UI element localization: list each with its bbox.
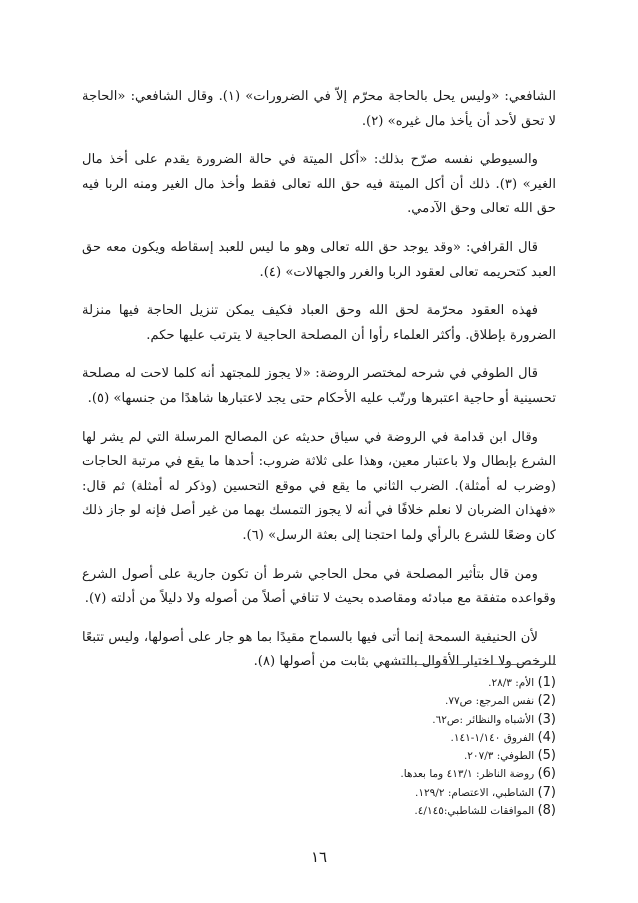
footnote-3 [256, 711, 556, 729]
body-text [82, 85, 556, 689]
footnote-number: (2) [537, 693, 556, 709]
paragraph-7: ومن قال بتأثير المصلحة في محل الحاجي شرط أن تكون جارية على أصول الشرع وقواعده متفقة مع مبادئه ومقاصده بحيث لا تنافي أصلاً من أصوله ولا دليلاً من أدلته (٧). [82, 566, 556, 607]
footnote-number: (3) [537, 711, 556, 727]
footnote-text: الشاطبي، الاعتصام: ١٢٩/٢. [415, 786, 535, 799]
footnote-text: الفروق ١/١٤٠-١٤١. [450, 731, 535, 744]
footnote-text: الأم: ٢٨/٣. [488, 677, 535, 689]
footnote-number: (1) [537, 675, 556, 690]
page-number: ١٦ [310, 848, 328, 866]
footnote-number: (6) [537, 766, 556, 782]
footnote-number: (5) [537, 748, 556, 764]
footnotes [256, 674, 556, 820]
footnote-number: (8) [537, 803, 556, 819]
footnote-number: (7) [537, 784, 556, 800]
footnote-separator [386, 664, 556, 665]
footnote-8 [256, 802, 556, 820]
paragraph-5: قال الطوفي في شرحه لمختصر الروضة: «لا يجوز للمجتهد أنه كلما لاحت له مصلحة تحسينية أو حاجية اعتبرها ورتّب عليه الأحكام حتى يجد لاعتبارها شاهدًا من جنسها» (٥). [82, 366, 556, 406]
paragraph-3: قال القرافي: «وقد يوجد حق الله تعالى وهو ما ليس للعبد إسقاطه ويكون معه حق العبد كتحريمه تعالى لعقود الربا والغرر والجهالات» (٤). [82, 239, 556, 280]
footnote-1 [256, 674, 556, 692]
footnote-4 [256, 729, 556, 747]
footnote-text: الأشباه والنظائر :ص٦٢. [432, 713, 535, 726]
footnote-6 [256, 765, 556, 783]
footnote-number: (4) [537, 729, 556, 745]
footnote-7 [256, 784, 556, 802]
footnote-text: الطوفي: ٢٠٧/٣. [463, 750, 535, 763]
paragraph-6: وقال ابن قدامة في الروضة في سياق حديثه عن المصالح المرسلة التي لم يشر لها الشرع بإبطال ولا باعتبار معين، وهذا على ثلاثة ضروب: أحدها ما يقع في مرتبة الحاجات (وضرب له أمثلة). الضرب الثاني ما يقع في موقع التحسين (وذكر له أمثلة) ثم قال: «فهذان الضربان لا نعلم خلافًا في أنه لا يجوز التمسك بهما من غير أصل فإنه لو جاز ذلك كان وضعًا للشرع بالرأي ولما احتجنا إلى بعثة الرسل» (٦). [82, 429, 556, 543]
footnote-2 [256, 692, 556, 710]
paragraph-8: لأن الحنيفية السمحة إنما أتى فيها بالسماح مقيدًا بما هو جار على أصولها، وليس تتبعًا للرخص ولا اختيار الأقوال بالتشهي بثابت من أصولها (٨). [82, 629, 556, 670]
footnote-text: الموافقات للشاطبي:٤/١٤٥. [414, 805, 535, 818]
paragraph-4: فهذه العقود محرّمة لحق الله وحق العباد فكيف يمكن تنزيل الحاجة فيها منزلة الضرورة بإطلاق. وأكثر العلماء رأوا أن المصلحة الحاجية لا يترتب عليها حكم. [82, 303, 556, 343]
paragraph-2: والسيوطي نفسه صرّح بذلك: «أكل الميتة في حالة الضرورة يقدم على أخذ مال الغير» (٣). ذلك أن أكل الميتة فيه حق الله تعالى فقط وأخذ مال الغير ومنه الربا فيه حق الله تعالى وحق الآدمي. [82, 152, 556, 217]
footnote-text: نفس المرجع: ص٧٧. [445, 695, 535, 708]
footnote-text: روضة الناظر: ٤١٣/١ وما بعدها. [400, 768, 535, 781]
footnote-5 [256, 747, 556, 765]
paragraph-1: الشافعي: «وليس يحل بالحاجة محرّم إلاّ في الضرورات» (١). وقال الشافعي: «الحاجة لا تحق لأحد أن يأخذ مال غيره» (٢). [82, 89, 556, 129]
